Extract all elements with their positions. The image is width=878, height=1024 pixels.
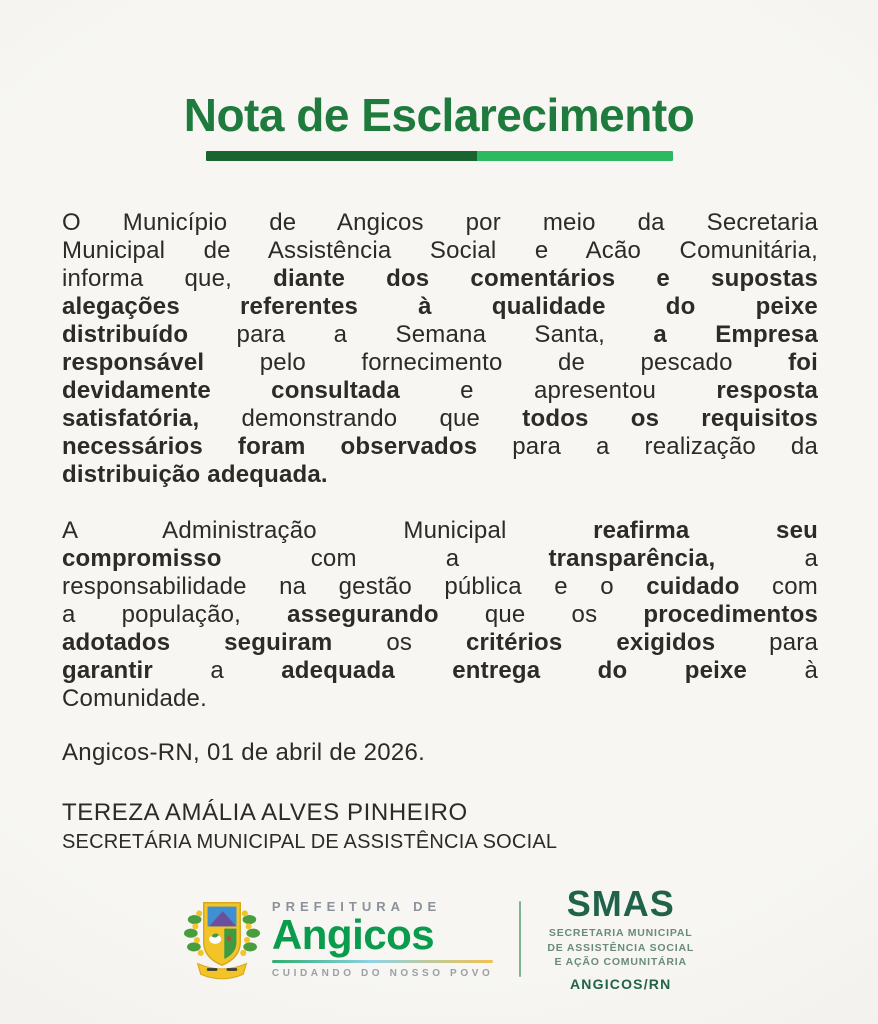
text-line	[62, 293, 818, 321]
paragraph	[62, 517, 818, 713]
text-segment: todos os requisitos	[522, 405, 818, 432]
text-segment: à	[804, 657, 819, 684]
text-line	[62, 461, 818, 489]
signature-role: SECRETÁRIA MUNICIPAL DE ASSISTÊNCIA SOCIAL	[62, 831, 558, 853]
prefeitura-name: Angicos	[271, 911, 435, 959]
document-paragraphs	[62, 209, 818, 713]
text-segment: adequada entrega do peixe	[281, 657, 748, 684]
signature-name: TEREZA AMÁLIA ALVES PINHEIRO	[62, 799, 468, 826]
footer-divider	[519, 901, 521, 977]
text-segment: distribuição adequada.	[62, 461, 328, 488]
text-segment: adotados seguiram	[62, 629, 333, 656]
text-segment: demonstrando que	[241, 405, 481, 432]
text-line	[62, 377, 818, 405]
title-underline-bar	[206, 151, 673, 161]
text-segment: Comunidade.	[62, 685, 207, 712]
text-segment: reafirma seu	[593, 517, 818, 544]
text-segment: responsabilidade na gestão pública e o	[62, 573, 614, 600]
text-line	[62, 657, 818, 685]
smas-subtitle	[547, 926, 694, 969]
text-segment: transparência,	[548, 545, 716, 572]
text-segment: Municipal de Assistência Social e Acão Comunitária,	[62, 237, 818, 264]
text-segment: satisfatória,	[62, 405, 200, 432]
text-segment: alegações referentes à qualidade do peixe	[62, 293, 818, 320]
date-line: Angicos-RN, 01 de abril de 2026.	[62, 739, 426, 766]
paragraph	[62, 209, 818, 489]
text-segment: que os	[484, 601, 598, 628]
text-line	[62, 545, 818, 573]
text-segment: O Município de Angicos por meio da Secretaria	[62, 209, 818, 236]
prefeitura-gradient-rule	[272, 960, 493, 963]
text-segment: procedimentos	[643, 601, 818, 628]
smas-subtitle-line: SECRETARIA MUNICIPAL	[548, 927, 693, 940]
smas-acronym: SMAS	[566, 883, 675, 925]
text-segment: com	[772, 573, 818, 600]
text-segment: para a realização da	[512, 433, 818, 460]
smas-subtitle-line: DE ASSISTÊNCIA SOCIAL	[547, 941, 695, 954]
text-segment: a	[804, 545, 818, 572]
text-segment: necessários foram observados	[62, 433, 478, 460]
text-segment: garantir	[62, 657, 153, 684]
text-line	[62, 405, 818, 433]
text-segment: com a	[310, 545, 460, 572]
text-segment: informa que,	[62, 265, 233, 292]
text-line	[62, 685, 818, 713]
text-segment: responsável	[62, 349, 205, 376]
text-segment: distribuído	[62, 321, 189, 348]
text-segment: para	[769, 629, 819, 656]
text-line	[62, 601, 818, 629]
text-segment: diante dos comentários e supostas	[273, 265, 819, 292]
text-line	[62, 209, 818, 237]
text-segment: a população,	[62, 601, 242, 628]
text-line	[62, 265, 818, 293]
text-segment: compromisso	[62, 545, 222, 572]
text-line	[62, 321, 818, 349]
title-block	[0, 0, 878, 161]
text-line	[62, 237, 818, 265]
text-line	[62, 629, 818, 657]
smas-logo	[547, 883, 695, 992]
text-segment: a Empresa	[653, 321, 818, 348]
text-segment: os	[386, 629, 413, 656]
prefeitura-logo	[184, 890, 493, 989]
smas-location: ANGICOS/RN	[569, 976, 672, 992]
text-line	[62, 517, 818, 545]
text-segment: critérios exigidos	[465, 629, 716, 656]
text-segment: e apresentou	[460, 377, 657, 404]
text-segment: para a Semana Santa,	[236, 321, 606, 348]
text-segment: foi	[788, 349, 818, 376]
text-segment: devidamente consultada	[62, 377, 400, 404]
text-segment: resposta	[716, 377, 819, 404]
text-segment: pelo fornecimento de pescado	[259, 349, 733, 376]
text-line	[62, 433, 818, 461]
text-line	[62, 573, 818, 601]
text-line	[62, 349, 818, 377]
text-segment: cuidado	[646, 573, 740, 600]
prefeitura-eyebrow: PREFEITURA DE	[271, 899, 442, 915]
note-body	[62, 209, 818, 854]
smas-subtitle-line: E AÇÃO COMUNITÁRIA	[554, 955, 687, 968]
prefeitura-tagline: CUIDANDO DO NOSSO POVO	[271, 968, 494, 980]
angicos-coat-of-arms-icon	[184, 890, 260, 989]
text-segment: assegurando	[287, 601, 439, 628]
text-segment: A Administração Municipal	[62, 517, 507, 544]
text-segment: a	[210, 657, 224, 684]
page-title: Nota de Esclarecimento	[183, 89, 695, 141]
prefeitura-wordmark	[272, 899, 493, 979]
footer-logos	[0, 883, 878, 992]
